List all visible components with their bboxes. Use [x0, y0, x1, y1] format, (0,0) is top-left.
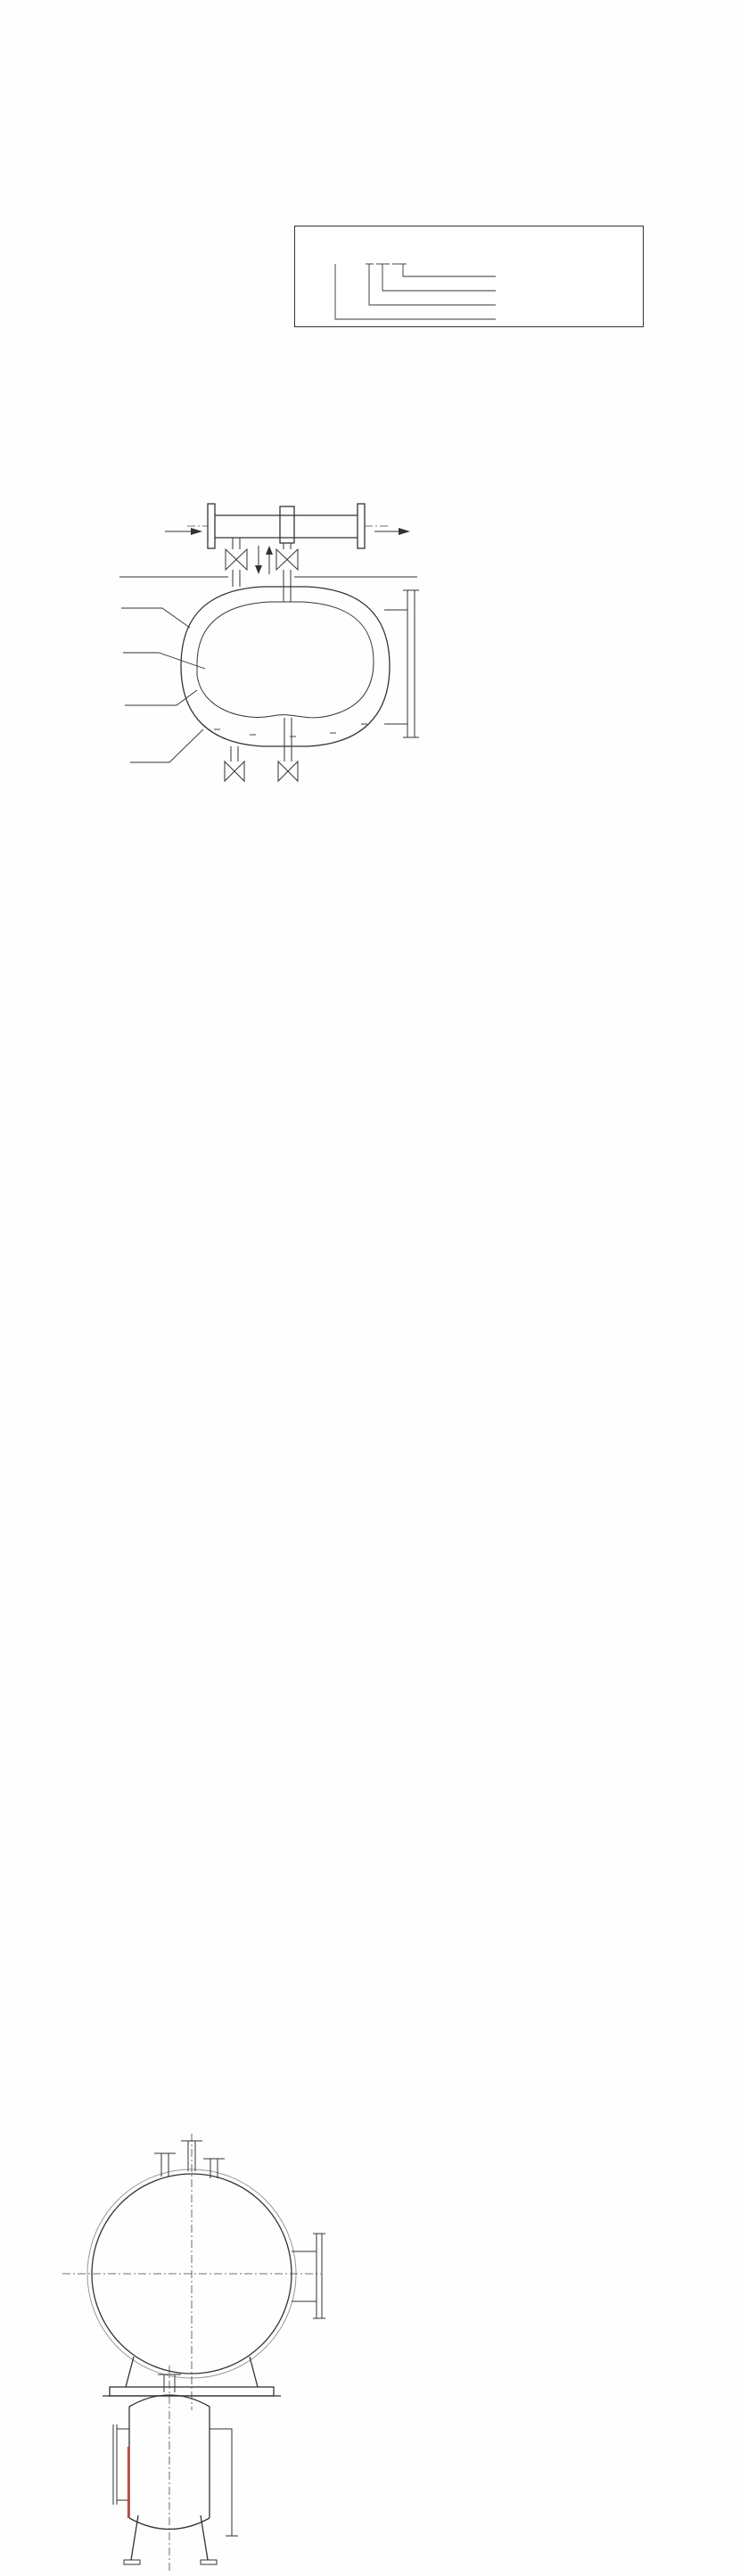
foam-outlet-valve-symbol — [276, 549, 287, 570]
inlet-flow-arrow — [191, 528, 202, 535]
vertical-tank-drawing — [49, 2362, 290, 2576]
pressure-loss-chart — [303, 1423, 611, 1634]
outlet-flow-arrow — [399, 528, 410, 535]
model-designation-diagram — [295, 226, 643, 326]
water-drain-valve-symbol — [225, 761, 234, 781]
model-designation-box — [294, 226, 644, 327]
water-inlet-valve-symbol — [226, 549, 236, 570]
foam-drain-valve-symbol — [278, 761, 288, 781]
bladder-membrane — [197, 602, 374, 718]
working-principle-diagram — [80, 457, 580, 813]
tank-shell — [181, 587, 390, 746]
